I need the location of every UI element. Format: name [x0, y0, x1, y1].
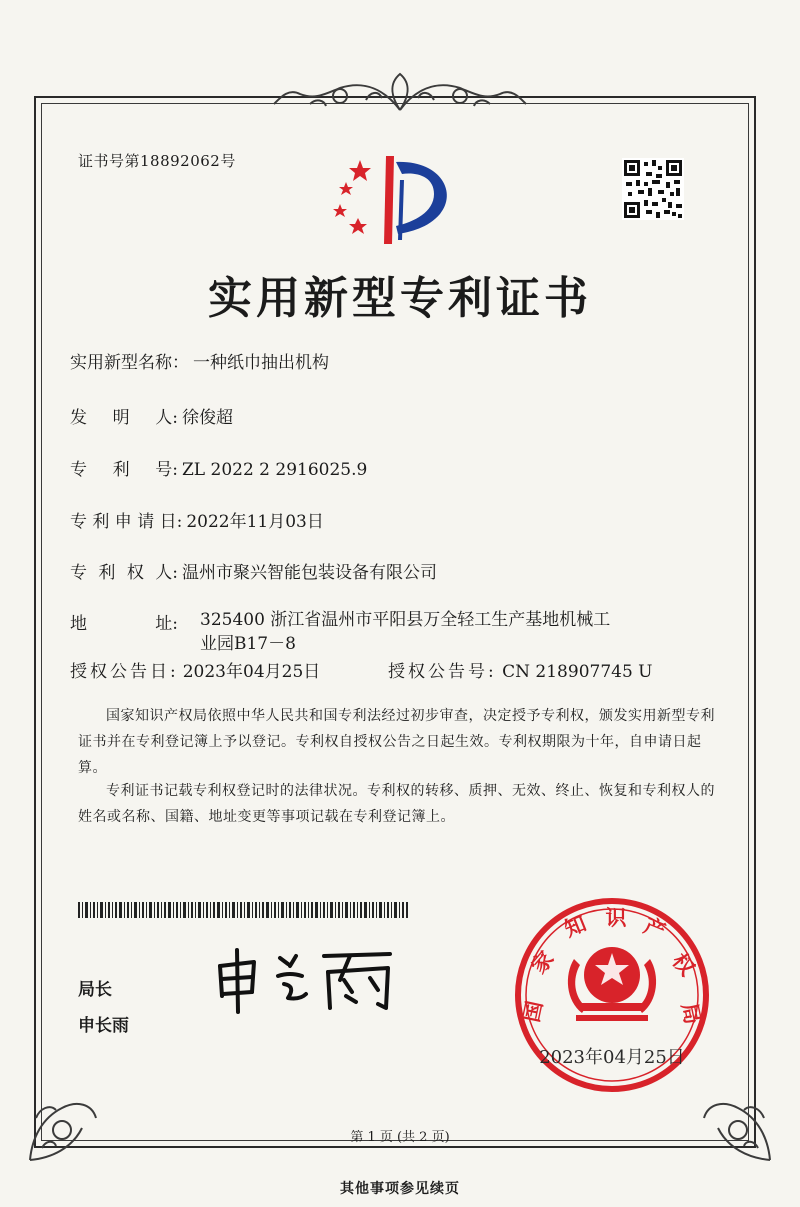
- patent-office-emblem-icon: [330, 152, 460, 252]
- continued-note: 其他事项参见续页: [340, 1181, 460, 1197]
- address-row: [70, 609, 178, 634]
- signatory-name: 申长雨: [78, 1016, 129, 1036]
- seal-char-6: 权: [667, 948, 700, 981]
- grant-statement-paragraph: 国家知识产权局依照中华人民共和国专利法经过初步审查，决定授予专利权，颁发实用新型专利证书并在专利登记簿上予以登记。专利权自授权公告之日起生效。专利权期限为十年，自申请日起算。: [78, 708, 715, 776]
- address-line-2: 业园B17－8: [200, 634, 296, 654]
- seal-char-7: 局: [676, 1000, 705, 1027]
- seal-char-1: 国: [519, 998, 548, 1025]
- grant-date-label: 授权公告日:: [70, 662, 179, 682]
- grant-date-value: 2023年04月25日: [182, 662, 321, 682]
- top-ornament: [270, 70, 530, 114]
- application-date-value: 2022年11月03日: [186, 512, 324, 532]
- seal-date: 2023年04月25日: [539, 1047, 685, 1068]
- seal-char-3: 知: [561, 911, 590, 942]
- grant-date-row: [70, 657, 320, 682]
- patent-number-label: 专 利 号:: [70, 460, 178, 480]
- patentee-row: [70, 558, 437, 583]
- patent-number-value: ZL 2022 2 2916025.9: [182, 460, 368, 480]
- legal-status-paragraph: 专利证书记载专利权登记时的法律状况。专利权的转移、质押、无效、终止、恢复和专利权人的姓名或名称、国籍、地址变更等事项记载在专利登记簿上。: [78, 783, 715, 825]
- patentee-value: 温州市聚兴智能包装设备有限公司: [182, 563, 437, 583]
- barcode-icon: [78, 902, 408, 918]
- grant-number-label: 授权公告号:: [388, 662, 497, 682]
- patentee-label: 专 利 权 人:: [70, 563, 178, 583]
- certificate-title: 实用新型专利证书: [208, 273, 592, 324]
- grant-number-row: [388, 657, 653, 682]
- qr-code-icon: [622, 158, 684, 220]
- grant-number-value: CN 218907745 U: [502, 662, 653, 682]
- application-date-row: [70, 507, 324, 532]
- corner-ornament-bottom-left: [22, 1078, 112, 1168]
- address-label: 地 址:: [70, 614, 178, 634]
- signatory-title: 局长: [78, 980, 112, 1000]
- utility-model-name-value: 一种纸巾抽出机构: [193, 353, 329, 373]
- handwritten-signature: [210, 946, 400, 1016]
- application-date-label: 专 利 申 请 日:: [70, 512, 183, 532]
- patent-number-row: [70, 455, 367, 480]
- page-number: 第 1 页 (共 2 页): [350, 1130, 450, 1145]
- certificate-number: 证书号第18892062号: [78, 152, 236, 170]
- seal-char-5: 产: [640, 913, 669, 944]
- utility-model-name-label: 实用新型名称：: [70, 353, 189, 373]
- seal-char-2: 家: [526, 946, 559, 979]
- seal-char-4: 识: [605, 906, 627, 930]
- utility-model-name-row: [70, 348, 329, 373]
- official-seal-icon: [512, 895, 712, 1095]
- inventor-label: 发 明 人:: [70, 408, 178, 428]
- address-value: [200, 608, 630, 656]
- inventor-row: [70, 403, 233, 428]
- inventor-value: 徐俊超: [182, 408, 233, 428]
- address-line-1: 325400 浙江省温州市平阳县万全轻工生产基地机械工: [200, 610, 611, 630]
